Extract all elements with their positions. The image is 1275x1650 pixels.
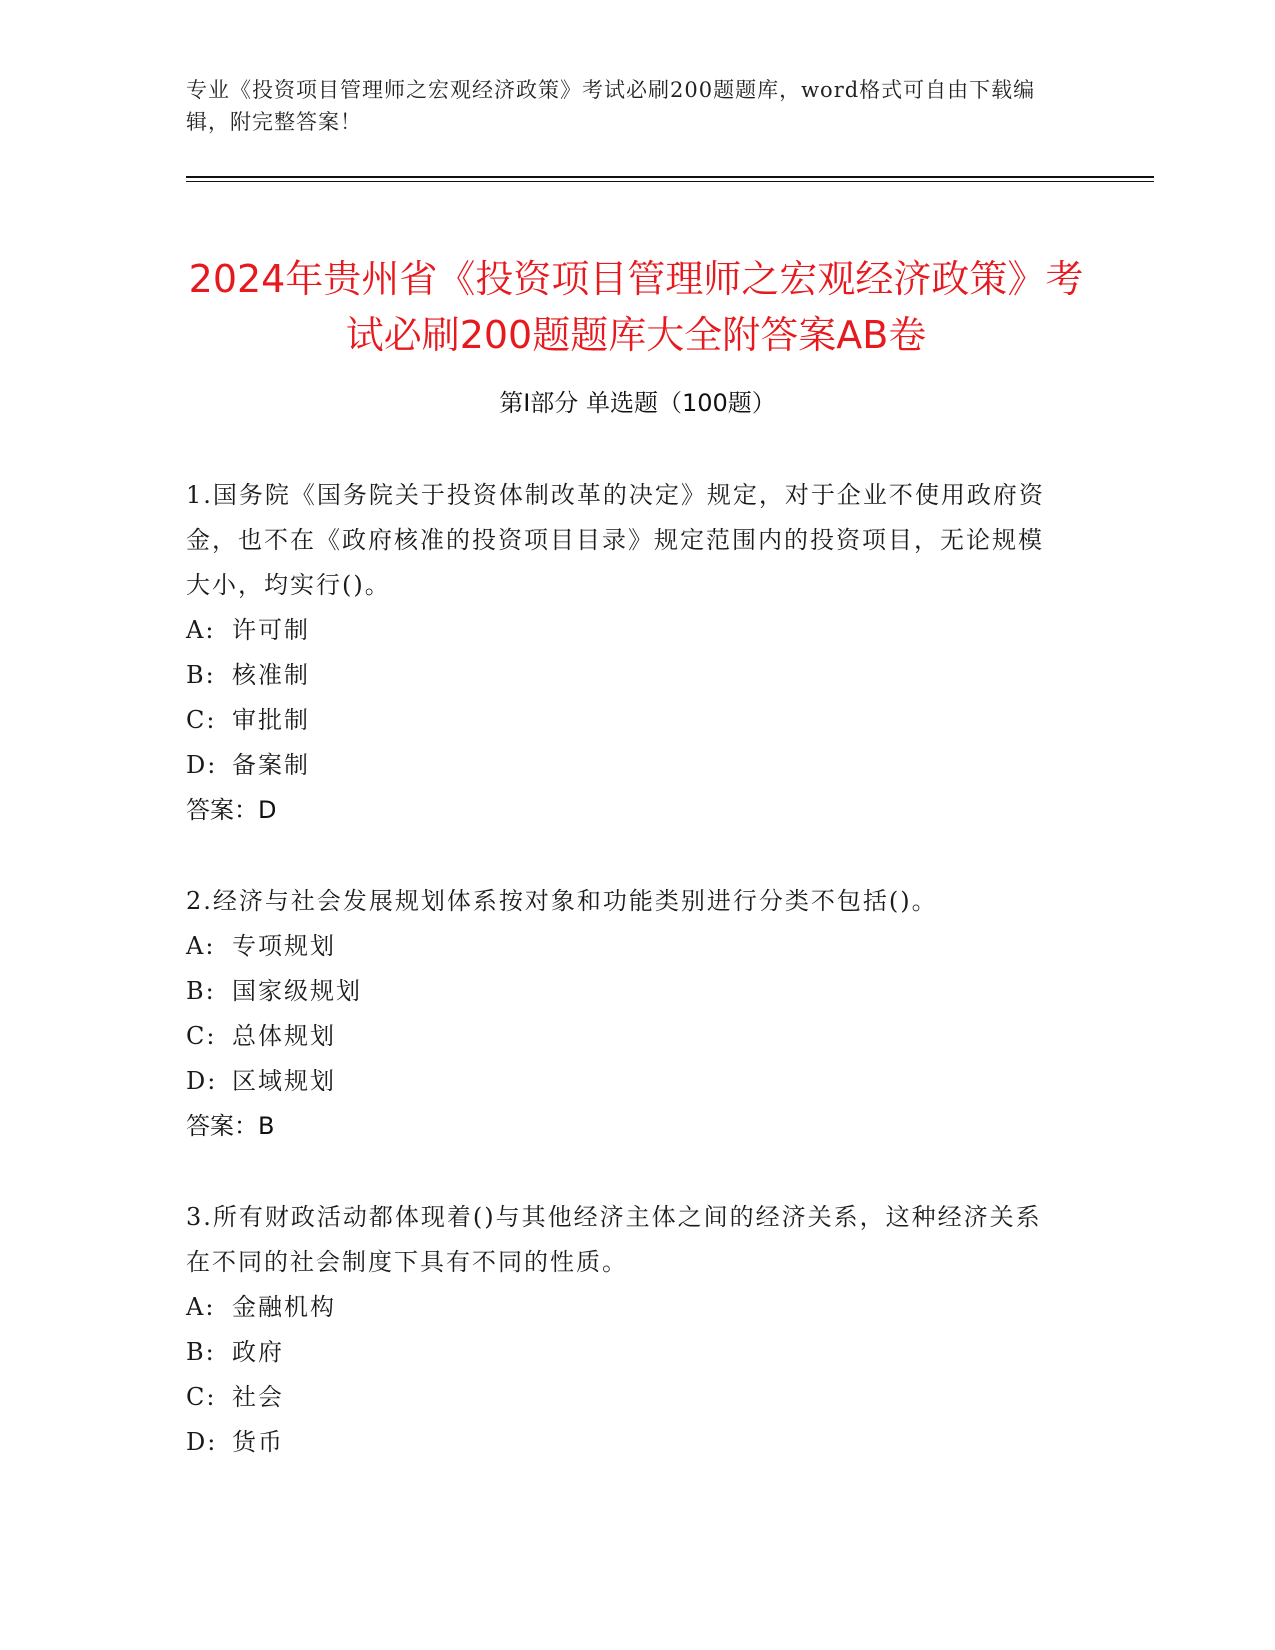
answer-line: 答案：D [186, 796, 277, 824]
option-c [186, 1375, 1066, 1420]
question-1 [186, 473, 1066, 833]
header-rule-thick [186, 176, 1154, 178]
option-key: B: [186, 661, 216, 689]
option-text: 社会 [232, 1383, 284, 1411]
option-text: 政府 [232, 1338, 284, 1366]
option-d [186, 1420, 1066, 1465]
question-stem: 3.所有财政活动都体现着()与其他经济主体之间的经济关系，这种经济关系在不同的社会制度下具有不同的性质。 [186, 1203, 1042, 1276]
option-text: 核准制 [232, 661, 310, 689]
option-d [186, 743, 1066, 788]
option-key: D: [186, 751, 218, 779]
question-stem: 1.国务院《国务院关于投资体制改革的决定》规定，对于企业不使用政府资金，也不在《政府核准的投资项目目录》规定范围内的投资项目，无论规模大小，均实行()。 [186, 481, 1045, 599]
option-b [186, 1330, 1066, 1375]
option-key: C: [186, 1383, 217, 1411]
question-stem: 2.经济与社会发展规划体系按对象和功能类别进行分类不包括()。 [186, 887, 938, 915]
option-text: 总体规划 [232, 1022, 336, 1050]
question-2 [186, 879, 1066, 1149]
option-c [186, 1014, 1066, 1059]
answer-line: 答案：B [186, 1112, 275, 1140]
option-key: A: [186, 932, 216, 960]
option-key: A: [186, 1293, 216, 1321]
header-note: 专业《投资项目管理师之宏观经济政策》考试必刷200题题库，word格式可自由下载编辑，附完整答案！ [186, 78, 1036, 134]
option-a [186, 608, 1066, 653]
option-c [186, 698, 1066, 743]
option-a [186, 924, 1066, 969]
option-text: 审批制 [232, 706, 310, 734]
option-text: 国家级规划 [232, 977, 362, 1005]
option-key: D: [186, 1428, 218, 1456]
question-list [186, 473, 1066, 1511]
option-text: 区域规划 [232, 1067, 336, 1095]
section-heading: 第I部分 单选题（100题） [499, 389, 776, 417]
option-text: 备案制 [232, 751, 310, 779]
option-text: 货币 [232, 1428, 284, 1456]
option-key: C: [186, 706, 217, 734]
option-a [186, 1285, 1066, 1330]
option-key: B: [186, 1338, 216, 1366]
option-key: C: [186, 1022, 217, 1050]
document-title: 2024年贵州省《投资项目管理师之宏观经济政策》考试必刷200题题库大全附答案AB卷 [188, 257, 1084, 358]
option-key: D: [186, 1067, 218, 1095]
option-text: 专项规划 [232, 932, 336, 960]
question-3 [186, 1195, 1066, 1465]
option-text: 金融机构 [232, 1293, 336, 1321]
option-d [186, 1059, 1066, 1104]
option-key: B: [186, 977, 216, 1005]
option-b [186, 969, 1066, 1014]
option-key: A: [186, 616, 216, 644]
option-text: 许可制 [232, 616, 310, 644]
header-rule-thin [186, 181, 1154, 182]
option-b [186, 653, 1066, 698]
